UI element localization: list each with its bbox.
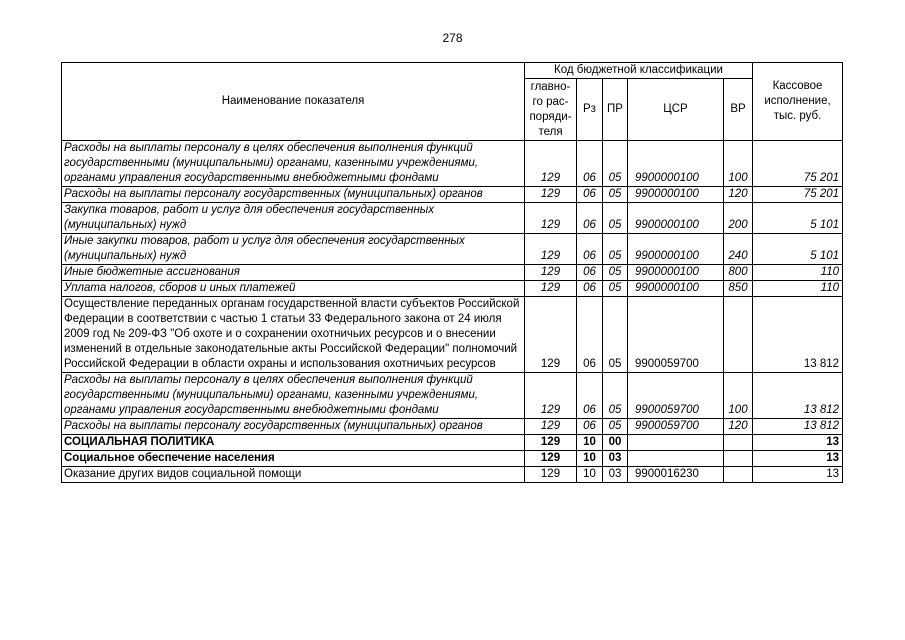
row-pr: 05 <box>603 297 628 373</box>
row-rz: 06 <box>577 141 603 187</box>
row-amount: 13 812 <box>753 419 843 435</box>
row-glavny: 129 <box>525 451 577 467</box>
row-amount: 75 201 <box>753 187 843 203</box>
row-vr <box>724 435 753 451</box>
row-rz: 06 <box>577 281 603 297</box>
header-code-group: Код бюджетной классификации <box>525 63 753 79</box>
header-amount: Кассовое исполнение, тыс. руб. <box>753 63 843 141</box>
row-vr: 100 <box>724 141 753 187</box>
row-pr: 00 <box>603 435 628 451</box>
row-amount: 110 <box>753 265 843 281</box>
row-name: СОЦИАЛЬНАЯ ПОЛИТИКА <box>62 435 525 451</box>
row-name: Осуществление переданных органам государственной власти субъектов Российской Федерации в соответствии с частью 1 статьи 33 Федерального закона от 24 июля 2009 год № 209-ФЗ "Об охоте и о сохранении охотничьих ресурсов и о внесении изменений в отдельные законодательные акты Российской Федерации" полномочий Российской Федерации в области охраны и использования охотничьих ресурсов <box>62 297 525 373</box>
row-rz: 06 <box>577 419 603 435</box>
row-amount: 13 <box>753 435 843 451</box>
row-amount: 75 201 <box>753 141 843 187</box>
row-vr: 120 <box>724 419 753 435</box>
row-name: Расходы на выплаты персоналу государственных (муниципальных) органов <box>62 419 525 435</box>
table-row <box>62 203 843 234</box>
row-pr: 03 <box>603 467 628 483</box>
row-rz: 10 <box>577 451 603 467</box>
row-name: Расходы на выплаты персоналу государственных (муниципальных) органов <box>62 187 525 203</box>
row-rz: 06 <box>577 297 603 373</box>
row-pr: 05 <box>603 281 628 297</box>
row-name: Иные закупки товаров, работ и услуг для обеспечения государственных (муниципальных) нужд <box>62 234 525 265</box>
row-glavny: 129 <box>525 265 577 281</box>
row-glavny: 129 <box>525 419 577 435</box>
row-pr: 05 <box>603 203 628 234</box>
row-pr: 05 <box>603 141 628 187</box>
table-row <box>62 297 843 373</box>
row-vr: 850 <box>724 281 753 297</box>
table-row <box>62 234 843 265</box>
table-row <box>62 467 843 483</box>
row-glavny: 129 <box>525 234 577 265</box>
row-csr: 9900059700 <box>628 419 724 435</box>
row-rz: 10 <box>577 435 603 451</box>
row-pr: 05 <box>603 373 628 419</box>
header-pr: ПР <box>603 79 628 141</box>
row-csr: 9900000100 <box>628 281 724 297</box>
row-glavny: 129 <box>525 187 577 203</box>
table-row <box>62 141 843 187</box>
table-row <box>62 419 843 435</box>
row-glavny: 129 <box>525 373 577 419</box>
row-name: Иные бюджетные ассигнования <box>62 265 525 281</box>
row-rz: 06 <box>577 234 603 265</box>
row-csr: 9900000100 <box>628 187 724 203</box>
row-name: Расходы на выплаты персоналу в целях обеспечения выполнения функций государственными (муниципальными) органами, казенными учреждениями, органами управления государственными внебюджетными фондами <box>62 141 525 187</box>
row-csr <box>628 451 724 467</box>
header-csr: ЦСР <box>628 79 724 141</box>
row-csr: 9900016230 <box>628 467 724 483</box>
row-rz: 06 <box>577 187 603 203</box>
row-glavny: 129 <box>525 467 577 483</box>
row-csr: 9900059700 <box>628 373 724 419</box>
row-pr: 03 <box>603 451 628 467</box>
row-glavny: 129 <box>525 435 577 451</box>
row-rz: 06 <box>577 373 603 419</box>
row-amount: 5 101 <box>753 234 843 265</box>
table-row <box>62 265 843 281</box>
table-row <box>62 451 843 467</box>
row-csr: 9900000100 <box>628 203 724 234</box>
row-name: Оказание других видов социальной помощи <box>62 467 525 483</box>
row-name: Закупка товаров, работ и услуг для обеспечения государственных (муниципальных) нужд <box>62 203 525 234</box>
header-glavny: главно-го рас-поряди-теля <box>525 79 577 141</box>
row-name: Социальное обеспечение населения <box>62 451 525 467</box>
row-amount: 5 101 <box>753 203 843 234</box>
row-amount: 13 <box>753 451 843 467</box>
row-vr: 800 <box>724 265 753 281</box>
row-amount: 110 <box>753 281 843 297</box>
row-csr <box>628 435 724 451</box>
row-glavny: 129 <box>525 297 577 373</box>
row-vr: 120 <box>724 187 753 203</box>
row-pr: 05 <box>603 187 628 203</box>
row-csr: 9900000100 <box>628 141 724 187</box>
row-pr: 05 <box>603 234 628 265</box>
header-name: Наименование показателя <box>62 63 525 141</box>
page-number: 278 <box>442 31 463 45</box>
row-vr: 200 <box>724 203 753 234</box>
row-rz: 10 <box>577 467 603 483</box>
table-row <box>62 373 843 419</box>
row-rz: 06 <box>577 265 603 281</box>
header-vr: ВР <box>724 79 753 141</box>
row-amount: 13 <box>753 467 843 483</box>
table-row <box>62 435 843 451</box>
table-body <box>62 141 843 483</box>
row-pr: 05 <box>603 265 628 281</box>
row-glavny: 129 <box>525 141 577 187</box>
header-rz: Рз <box>577 79 603 141</box>
row-glavny: 129 <box>525 281 577 297</box>
budget-table <box>61 62 843 483</box>
row-vr <box>724 297 753 373</box>
row-amount: 13 812 <box>753 297 843 373</box>
row-vr <box>724 451 753 467</box>
row-rz: 06 <box>577 203 603 234</box>
table-row <box>62 281 843 297</box>
row-glavny: 129 <box>525 203 577 234</box>
row-name: Расходы на выплаты персоналу в целях обеспечения выполнения функций государственными (муниципальными) органами, казенными учреждениями, органами управления государственными внебюджетными фондами <box>62 373 525 419</box>
row-csr: 9900000100 <box>628 234 724 265</box>
table-row <box>62 187 843 203</box>
row-csr: 9900000100 <box>628 265 724 281</box>
row-name: Уплата налогов, сборов и иных платежей <box>62 281 525 297</box>
row-pr: 05 <box>603 419 628 435</box>
row-amount: 13 812 <box>753 373 843 419</box>
row-vr: 100 <box>724 373 753 419</box>
row-vr: 240 <box>724 234 753 265</box>
row-csr: 9900059700 <box>628 297 724 373</box>
row-vr <box>724 467 753 483</box>
